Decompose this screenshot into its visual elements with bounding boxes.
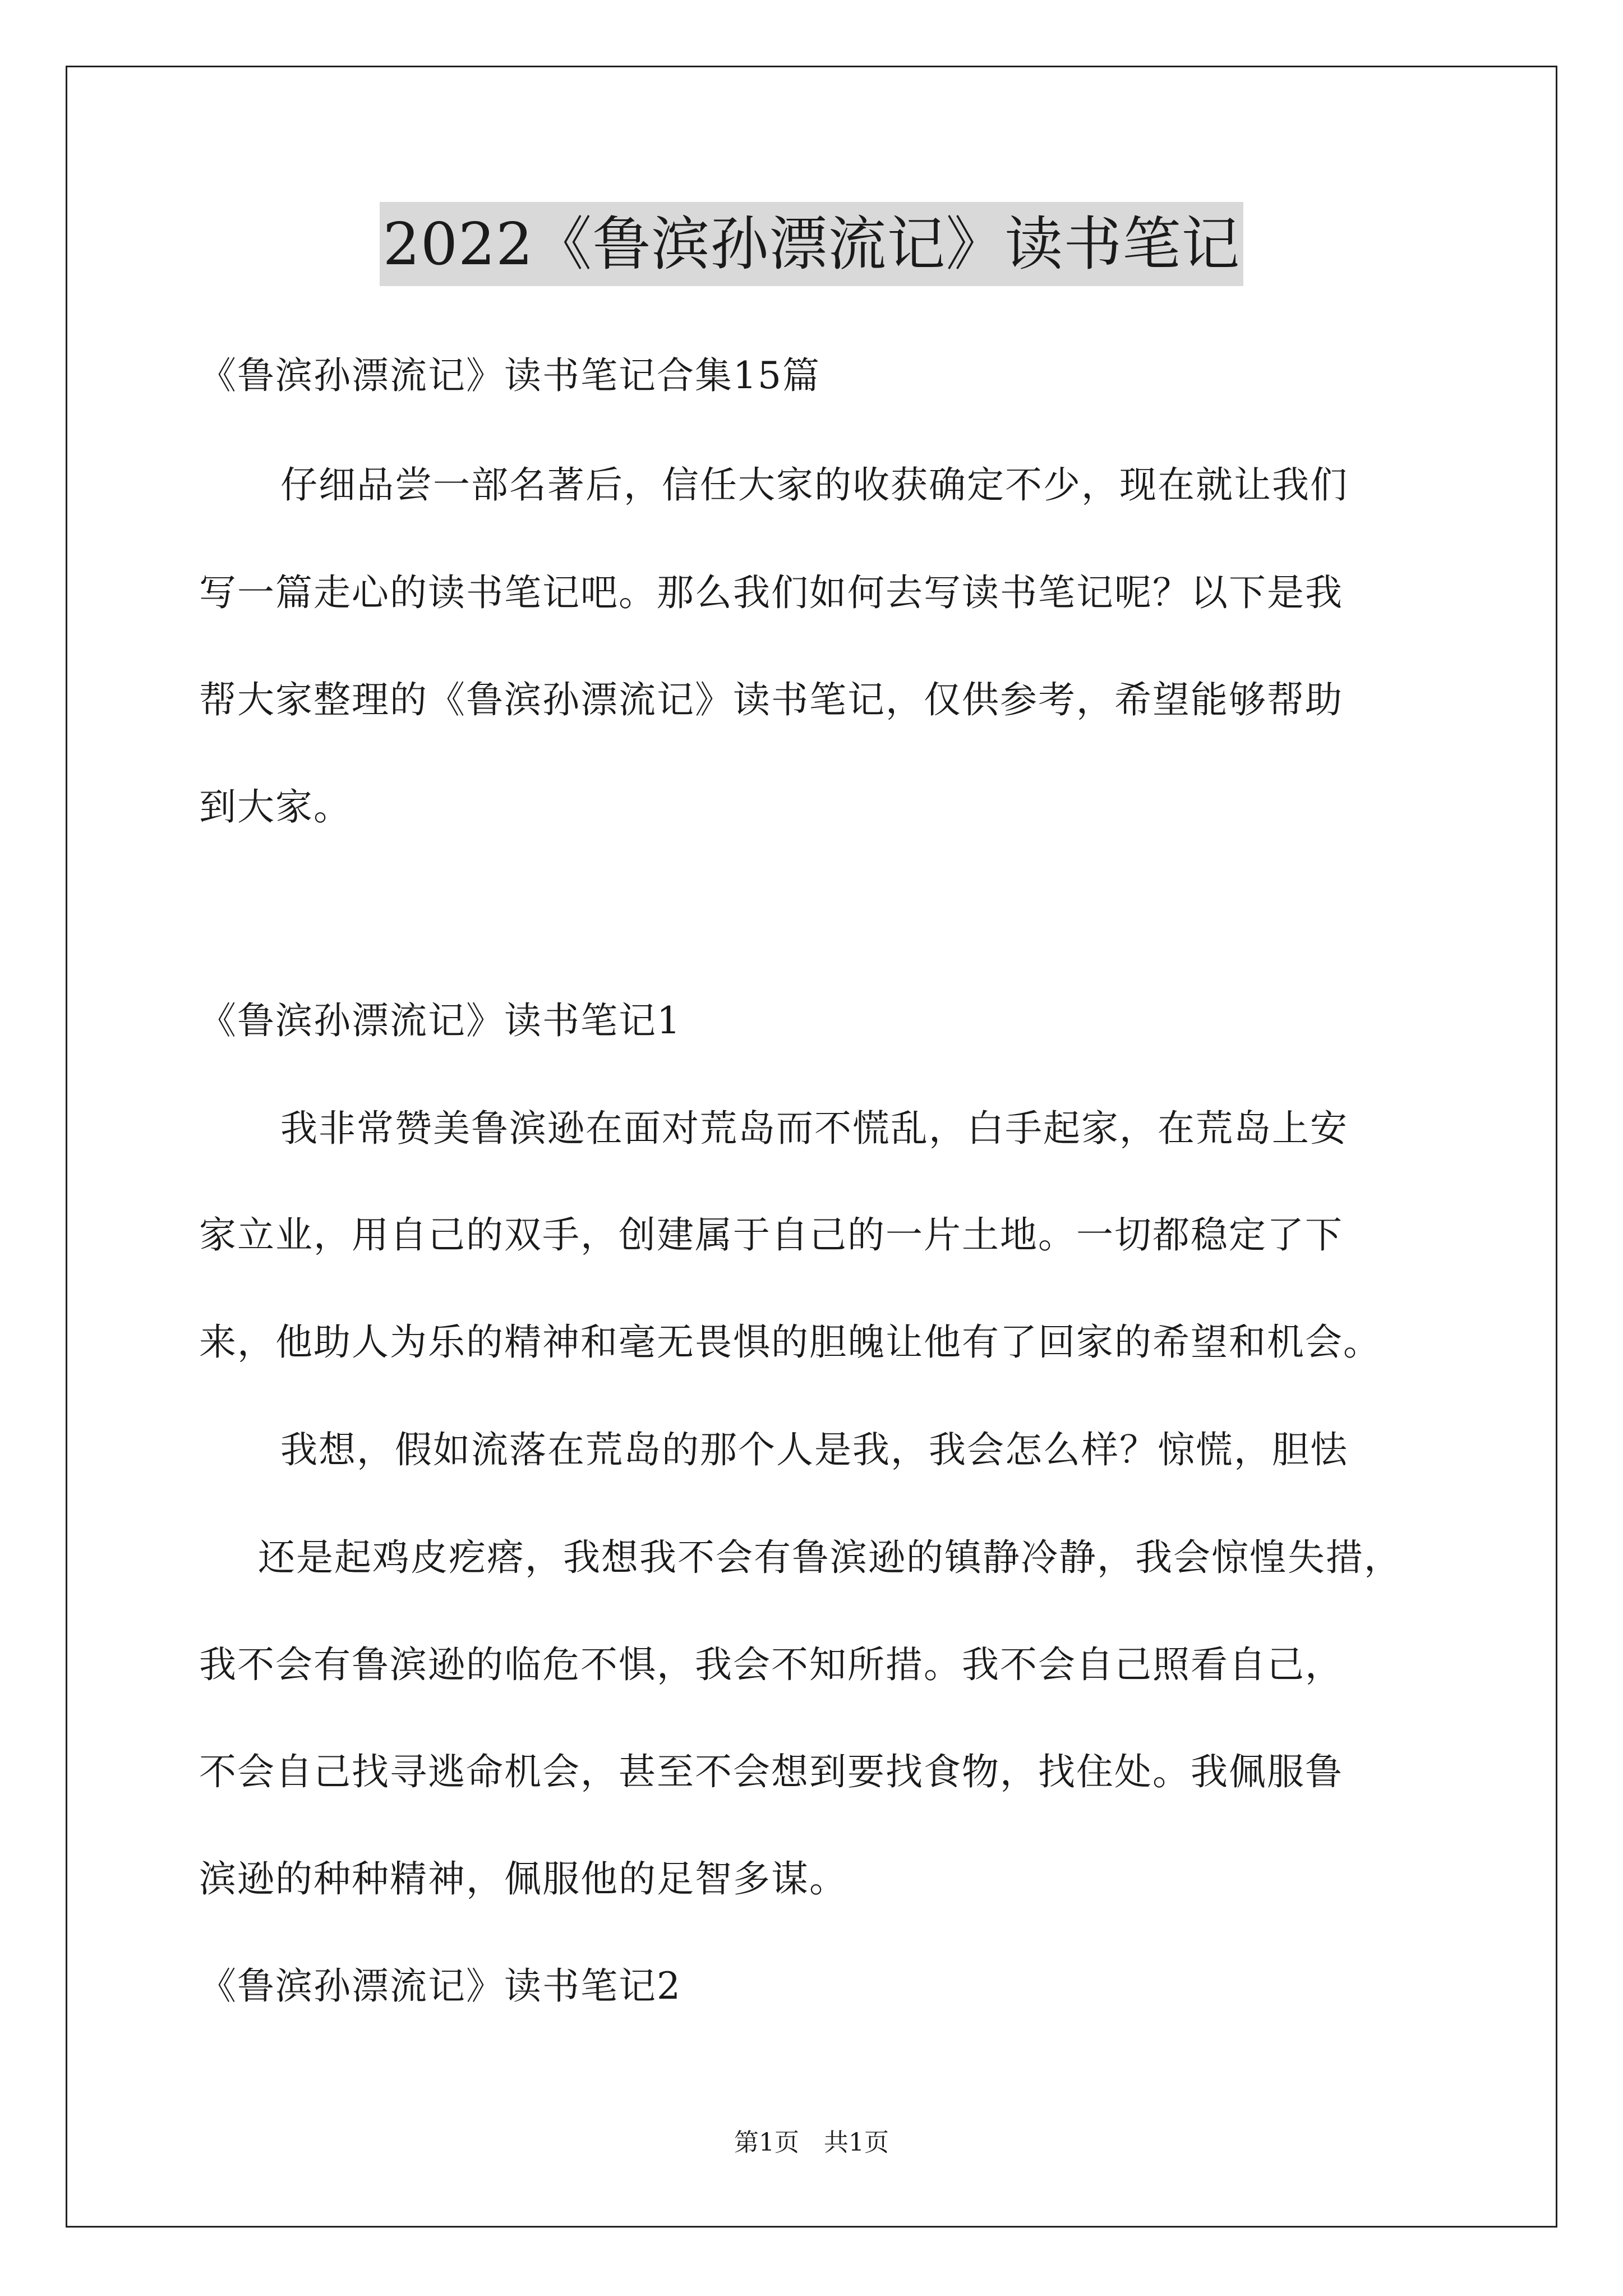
section1-para2-line-4: 不会自己找寻逃命机会，甚至不会想到要找食物，找住处。我佩服鲁 [199,1750,1343,1793]
title-container [0,202,1623,286]
intro-line-1: 仔细品尝一部名著后，信任大家的收获确定不少，现在就让我们 [280,463,1348,507]
section1-para2-line-1: 我想，假如流落在荒岛的那个人是我，我会怎么样？惊慌，胆怯 [280,1428,1348,1471]
section1-heading: 《鲁滨孙漂流记》读书笔记1 [199,999,681,1042]
section1-para1-line-3: 来，他助人为乐的精神和毫无畏惧的胆魄让他有了回家的希望和机会。 [199,1320,1381,1364]
document-title: 2022《鲁滨孙漂流记》读书笔记 [380,202,1244,286]
section1-para1-line-1: 我非常赞美鲁滨逊在面对荒岛而不慌乱，白手起家，在荒岛上安 [280,1107,1348,1150]
section1-para1-line-2: 家立业，用自己的双手，创建属于自己的一片土地。一切都稳定了下 [199,1213,1343,1257]
intro-line-3: 帮大家整理的《鲁滨孙漂流记》读书笔记，仅供参考，希望能够帮助 [199,678,1343,721]
document-subtitle: 《鲁滨孙漂流记》读书笔记合集15篇 [199,354,820,397]
section1-para2-line-3: 我不会有鲁滨逊的临危不惧，我会不知所措。我不会自己照看自己， [199,1643,1343,1686]
intro-line-4: 到大家。 [199,785,352,829]
page-footer: 第1页 共1页 [734,2128,889,2157]
section1-para2-line-5: 滨逊的种种精神，佩服他的足智多谋。 [199,1857,847,1901]
section2-heading: 《鲁滨孙漂流记》读书笔记2 [199,1964,681,2008]
intro-line-2: 写一篇走心的读书笔记吧。那么我们如何去写读书笔记呢？以下是我 [199,571,1343,614]
section1-para2-line-2: 还是起鸡皮疙瘩，我想我不会有鲁滨逊的镇静冷静，我会惊惶失措， [258,1536,1402,1579]
